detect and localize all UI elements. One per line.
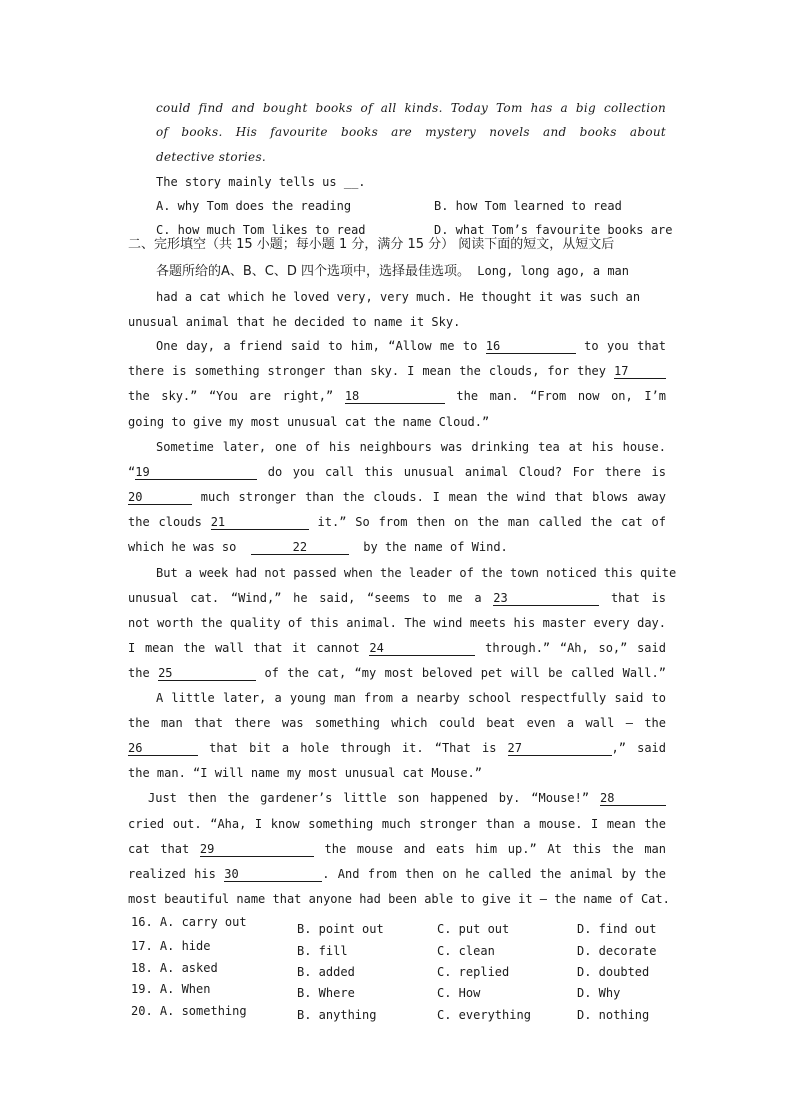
q18-option-c[interactable]: C. replied — [437, 965, 510, 979]
passage-end-line-1: could find and bought books of all kinds. Today Tom has a big collection — [156, 101, 666, 115]
passage-line — [128, 665, 666, 681]
q17-option-b[interactable]: B. fill — [297, 944, 348, 958]
passage-text: do you call this unusual animal Cloud? For there is — [267, 465, 666, 479]
q17-option-c[interactable]: C. clean — [437, 944, 495, 958]
passage-text: by the name of Wind. — [363, 540, 508, 554]
section-heading: 二、完形填空（共 15 小题；每小题 1 分，满分 15 分） 阅读下面的短文，从短文后 — [128, 237, 615, 252]
passage-line: the man. “I will name my most unusual cat Mouse.” — [128, 766, 483, 780]
q19-option-d[interactable]: D. Why — [577, 986, 621, 1000]
passage-text: realized his — [128, 867, 216, 881]
passage-line — [128, 841, 666, 857]
q19-option-b[interactable]: B. Where — [297, 986, 355, 1000]
q16-option-d[interactable]: D. find out — [577, 922, 657, 936]
passage-text: the man. “From now on, I’m — [456, 389, 666, 403]
blank-19[interactable]: 19 — [135, 465, 257, 480]
passage-text: to you that — [584, 339, 666, 353]
passage-text: it.” So from then on the man called the cat of — [317, 515, 666, 529]
blank-28[interactable]: 28 — [600, 791, 666, 806]
passage-text: Just then the gardener’s little son happened by. “Mouse!” — [148, 791, 590, 805]
passage-text: that is — [610, 591, 666, 605]
section-instructions: 各题所给的A、B、C、D 四个选项中，选择最佳选项。 — [156, 264, 471, 279]
passage-text: One day, a friend said to him, “Allow me to — [156, 339, 478, 353]
passage-text: ,” said — [611, 741, 667, 755]
passage-line — [128, 388, 666, 404]
passage-line: not worth the quality of this animal. The wind meets his master every day. — [128, 616, 666, 630]
passage-text: that bit a hole through it. “That is — [209, 741, 497, 755]
passage-text: of the cat, “my most beloved pet will be called Wall.” — [264, 666, 666, 680]
q18-option-b[interactable]: B. added — [297, 965, 355, 979]
passage-text: much stronger than the clouds. I mean the wind that blows away — [200, 490, 666, 504]
passage-line — [148, 790, 666, 806]
passage-line: most beautiful name that anyone had been able to give it — the name of Cat. — [128, 892, 670, 906]
q20-option-a[interactable]: 20. A. something — [131, 1004, 247, 1018]
q17-option-a[interactable]: 17. A. hide — [131, 939, 211, 953]
passage-text: . And from then on he called the animal by the — [322, 867, 666, 881]
passage-line — [128, 866, 666, 882]
passage-text: there is something stronger than sky. I mean the clouds, for they — [128, 364, 606, 378]
q20-option-d[interactable]: D. nothing — [577, 1008, 650, 1022]
blank-16[interactable]: 16 — [486, 339, 576, 354]
blank-24[interactable]: 24 — [369, 641, 475, 656]
passage-line — [128, 514, 666, 530]
passage-line: cried out. “Aha, I know something much stronger than a mouse. I mean the — [128, 817, 666, 831]
q20-option-c[interactable]: C. everything — [437, 1008, 531, 1022]
blank-26[interactable]: 26 — [128, 741, 198, 756]
passage-text: which he was so — [128, 540, 237, 554]
passage-text: the mouse and eats him up.” At this the man — [324, 842, 666, 856]
blank-27[interactable]: 27 — [508, 741, 612, 756]
passage-line — [128, 740, 666, 756]
q16-option-b[interactable]: B. point out — [297, 922, 384, 936]
blank-25[interactable]: 25 — [158, 666, 256, 681]
q19-option-a[interactable]: 19. A. When — [131, 982, 211, 996]
prev-option-b: B. how Tom learned to read — [434, 199, 622, 213]
passage-line: the man that there was something which could beat even a wall — the — [128, 716, 666, 730]
q18-option-a[interactable]: 18. A. asked — [131, 961, 218, 975]
passage-line — [128, 363, 666, 379]
blank-29[interactable]: 29 — [200, 842, 314, 857]
passage-line: had a cat which he loved very, very much. He thought it was such an — [156, 290, 641, 304]
blank-30[interactable]: 30 — [224, 867, 322, 882]
q16-option-c[interactable]: C. put out — [437, 922, 510, 936]
passage-end-line-2: of books. His favourite books are mystery novels and books about — [156, 125, 666, 139]
blank-21[interactable]: 21 — [211, 515, 309, 530]
q19-option-c[interactable]: C. How — [437, 986, 481, 1000]
passage-text: through.” “Ah, so,” said — [485, 641, 666, 655]
passage-text: “ — [128, 465, 136, 479]
q16-option-a[interactable]: 16. A. carry out — [131, 915, 247, 929]
passage-line: But a week had not passed when the leader of the town noticed this quite — [156, 566, 677, 580]
blank-22[interactable]: 22 — [251, 540, 349, 555]
blank-17[interactable]: 17 — [614, 364, 666, 379]
passage-end-line-3: detective stories. — [156, 150, 267, 164]
blank-18[interactable]: 18 — [345, 389, 445, 404]
passage-line: unusual animal that he decided to name it Sky. — [128, 315, 461, 329]
q17-option-d[interactable]: D. decorate — [577, 944, 657, 958]
passage-text: I mean the wall that it cannot — [128, 641, 360, 655]
passage-line — [128, 464, 666, 480]
q20-option-b[interactable]: B. anything — [297, 1008, 377, 1022]
section-heading-line-2 — [156, 263, 629, 280]
prev-option-a: A. why Tom does the reading — [156, 199, 352, 213]
prev-option-d: D. what Tom’s favourite books are — [434, 223, 673, 237]
passage-line: A little later, a young man from a nearby school respectfully said to — [156, 691, 666, 705]
prev-question: The story mainly tells us __. — [156, 175, 366, 189]
passage-line — [156, 338, 666, 354]
passage-text: cat that — [128, 842, 190, 856]
passage-line — [128, 539, 508, 555]
blank-20[interactable]: 20 — [128, 490, 192, 505]
passage-line — [128, 640, 666, 656]
passage-line: Sometime later, one of his neighbours was drinking tea at his house. — [156, 440, 666, 454]
passage-text: the clouds — [128, 515, 202, 529]
passage-line — [128, 489, 666, 505]
blank-23[interactable]: 23 — [493, 591, 599, 606]
passage-line: going to give my most unusual cat the name Cloud.” — [128, 415, 490, 429]
passage-text: the sky.” “You are right,” — [128, 389, 334, 403]
passage-text: unusual cat. “Wind,” he said, “seems to me a — [128, 591, 482, 605]
passage-line — [128, 590, 666, 606]
passage-opening: Long, long ago, a man — [470, 264, 629, 278]
passage-text: the — [128, 666, 150, 680]
prev-option-c: C. how much Tom likes to read — [156, 223, 366, 237]
q18-option-d[interactable]: D. doubted — [577, 965, 650, 979]
